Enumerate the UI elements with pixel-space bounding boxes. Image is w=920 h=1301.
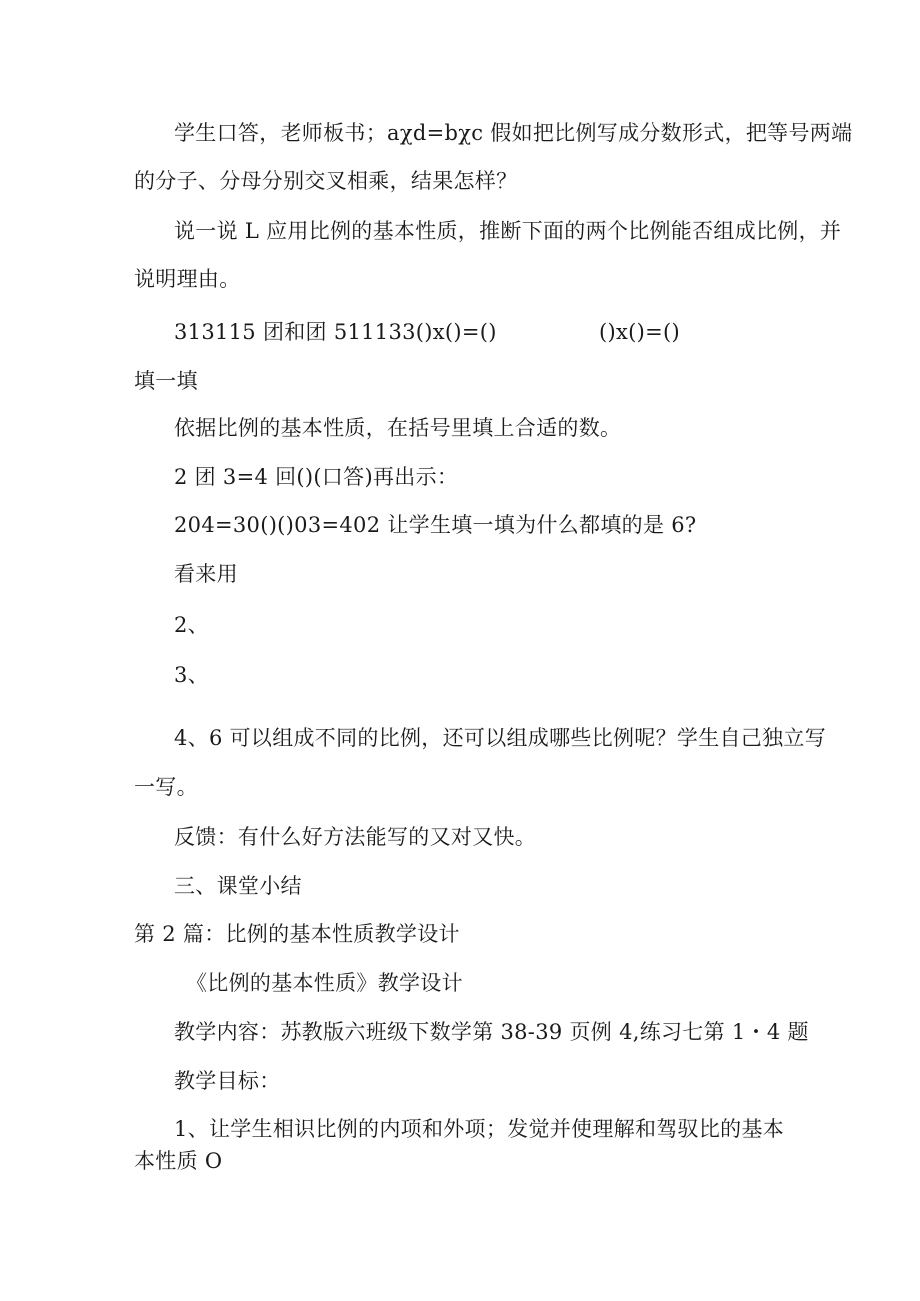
paragraph-line: 依据比例的基本性质，在括号里填上合适的数。 [174,416,622,440]
paragraph-line: 说一说 L 应用比例的基本性质，推断下面的两个比例能否组成比例，并 [174,219,842,243]
section-heading: 教学目标： [174,1069,281,1093]
paragraph-line: 本性质 O [134,1149,223,1173]
math-expression-left: 313115 团和团 511133()x()=() [174,320,497,344]
list-item: 2、 [174,613,209,637]
paragraph-line: 反馈：有什么好方法能写的又对又快。 [174,825,537,849]
paragraph-line: 教学内容：苏教版六班级下数学第 38-39 页例 4,练习七第 1・4 题 [174,1020,809,1044]
paragraph-line: 的分子、分母分别交叉相乘，结果怎样？ [134,169,518,193]
chapter-title: 第 2 篇：比例的基本性质教学设计 [134,922,460,946]
paragraph-line: 说明理由。 [134,267,241,291]
section-heading: 三、课堂小结 [174,874,302,898]
paragraph-line: 2 团 3=4 回()(口答)再出示： [174,465,459,489]
section-heading: 填一填 [134,369,198,393]
paragraph-line: 看来用 [174,562,238,586]
paragraph-line: 204=30()()03=402 让学生填一填为什么都填的是 6? [174,513,697,537]
list-item: 3、 [174,663,209,687]
paragraph-line: 一写。 [134,775,198,799]
math-expression-right: ()x()=() [599,320,680,344]
document-title: 《比例的基本性质》教学设计 [186,971,463,995]
paragraph-line: 1、让学生相识比例的内项和外项；发觉并使理解和驾驭比的基本 [174,1117,785,1141]
paragraph-line: 4、6 可以组成不同的比例，还可以组成哪些比例呢？学生自己独立写 [174,726,826,750]
paragraph-line: 学生口答，老师板书；aχd=bχc 假如把比例写成分数形式，把等号两端 [174,121,853,145]
